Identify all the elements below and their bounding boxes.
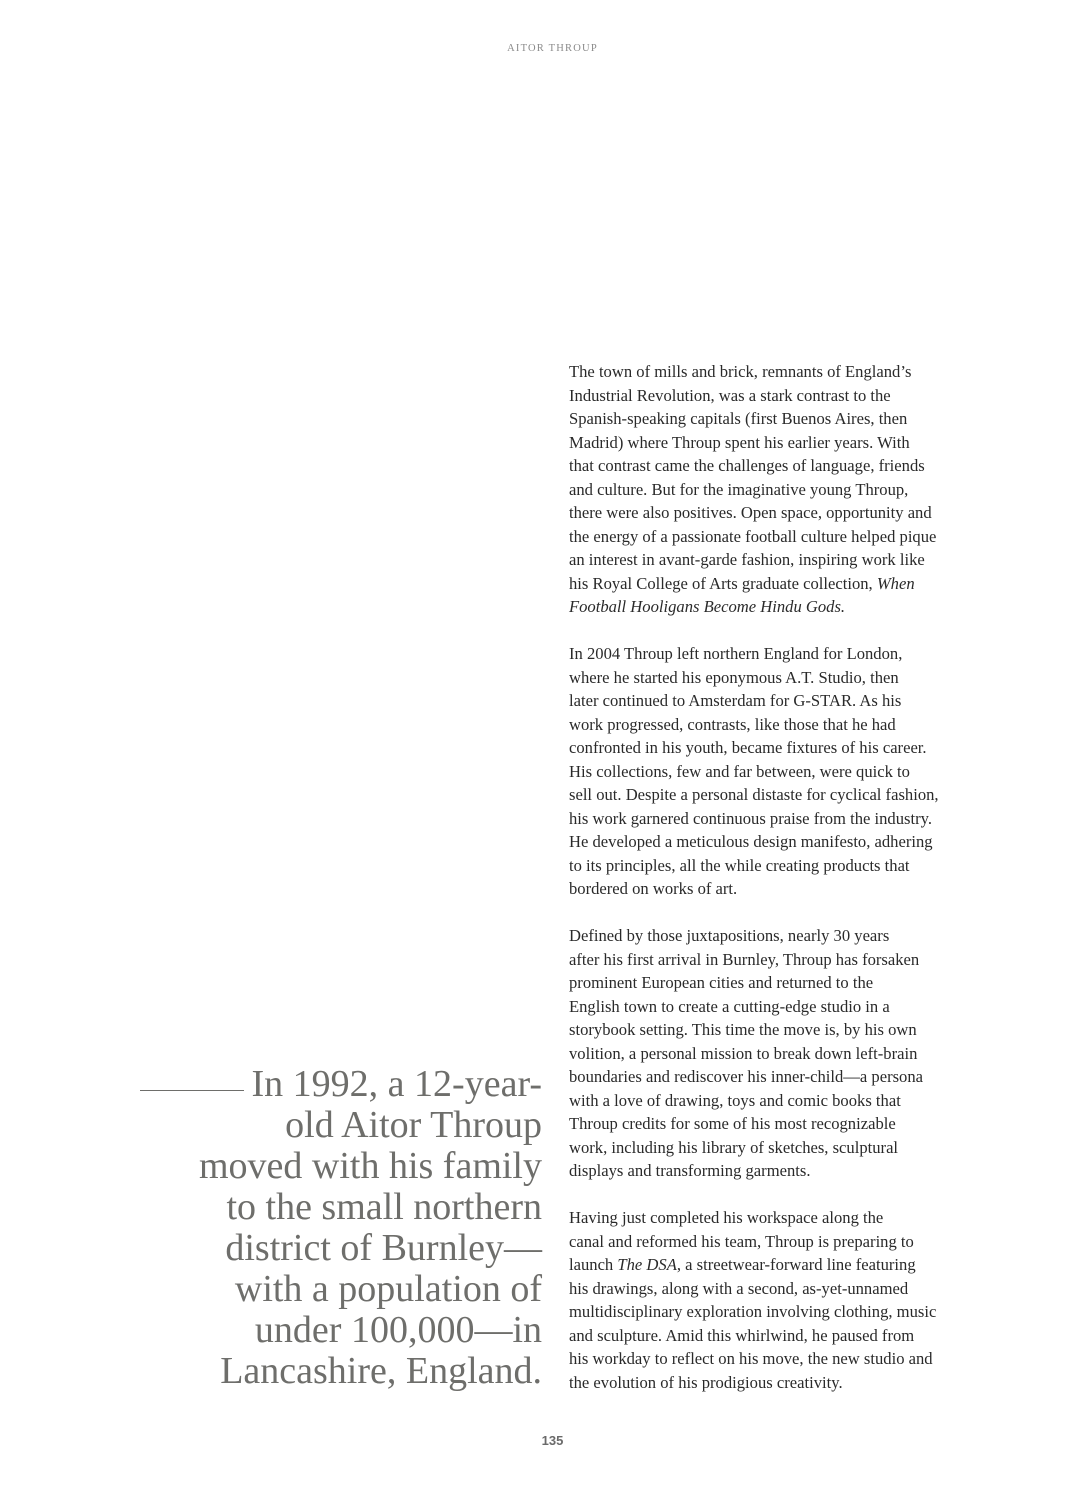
pull-quote-line: district of Burnley— xyxy=(225,1227,542,1269)
body-line: work progressed, contrasts, like those that he had xyxy=(569,714,896,734)
pull-quote-rule xyxy=(140,1090,244,1091)
page-number: 135 xyxy=(541,1433,564,1448)
pull-quote-line: with a population of xyxy=(234,1268,542,1310)
body-line: after his first arrival in Burnley, Throup has forsaken xyxy=(569,949,920,969)
pull-quote-text: In 1992, a 12-year- xyxy=(251,1063,542,1105)
body-line: work, including his library of sketches, sculptural xyxy=(569,1137,899,1157)
paragraph-1 xyxy=(569,360,999,619)
body-line: his drawings, along with a second, as-yet-unnamed xyxy=(569,1278,909,1298)
body-line xyxy=(569,595,999,619)
article-body xyxy=(569,360,999,1418)
body-line: his work garnered continuous praise from the industry. xyxy=(569,808,932,828)
body-line: multidisciplinary exploration involving clothing, music xyxy=(569,1302,937,1321)
body-line: Industrial Revolution, was a stark contrast to the xyxy=(569,385,891,405)
body-line: the energy of a passionate football culture helped pique xyxy=(569,526,937,546)
body-line: canal and reformed his team, Throup is preparing to xyxy=(569,1231,914,1251)
body-line: displays and transforming garments. xyxy=(569,1161,811,1180)
body-line: Madrid) where Throup spent his earlier years. With xyxy=(569,432,910,452)
paragraph-4 xyxy=(569,1206,999,1394)
pull-quote xyxy=(100,1064,542,1392)
body-line: where he started his eponymous A.T. Studio, then xyxy=(569,667,899,687)
body-line: Throup credits for some of his most recognizable xyxy=(569,1114,896,1133)
collection-title: When xyxy=(876,573,915,593)
pull-quote-line: old Aitor Throup xyxy=(285,1104,542,1146)
running-head: AITOR THROUP xyxy=(507,43,598,54)
body-text: , a streetwear-forward line featuring xyxy=(676,1255,916,1274)
body-line xyxy=(569,572,999,596)
body-line: His collections, few and far between, were quick to xyxy=(569,761,910,781)
body-line: his workday to reflect on his move, the new studio and xyxy=(569,1349,933,1368)
paragraph-2 xyxy=(569,642,999,901)
body-line: there were also positives. Open space, opportunity and xyxy=(569,503,932,522)
pull-quote-line: to the small northern xyxy=(226,1186,542,1228)
body-line: English town to create a cutting-edge studio in a xyxy=(569,996,890,1016)
pull-quote-line: Lancashire, England. xyxy=(220,1350,542,1392)
body-line: and sculpture. Amid this whirlwind, he paused from xyxy=(569,1325,915,1345)
body-line: prominent European cities and returned to the xyxy=(569,973,874,992)
body-text: his Royal College of Arts graduate collection, xyxy=(569,573,873,593)
body-line: The town of mills and brick, remnants of England’s xyxy=(569,362,912,381)
body-line xyxy=(569,1253,999,1277)
body-line: boundaries and rediscover his inner-child—a persona xyxy=(569,1067,924,1086)
body-line: later continued to Amsterdam for G-STAR. As his xyxy=(569,691,902,710)
body-line: an interest in avant-garde fashion, inspiring work like xyxy=(569,550,925,569)
body-line: Spanish-speaking capitals (first Buenos Aires, then xyxy=(569,409,908,428)
body-line: Having just completed his workspace along the xyxy=(569,1208,884,1227)
product-line-title: The DSA xyxy=(617,1255,677,1274)
body-line: storybook setting. This time the move is, by his own xyxy=(569,1020,917,1039)
body-line: to its principles, all the while creating products that xyxy=(569,855,910,875)
body-line: the evolution of his prodigious creativity. xyxy=(569,1372,843,1392)
body-line: volition, a personal mission to break down left-brain xyxy=(569,1043,918,1063)
body-line: with a love of drawing, toys and comic books that xyxy=(569,1090,901,1110)
body-text: launch xyxy=(569,1255,618,1274)
body-line: and culture. But for the imaginative young Throup, xyxy=(569,479,909,499)
body-line: confronted in his youth, became fixtures of his career. xyxy=(569,738,927,757)
collection-title: Football Hooligans Become Hindu Gods. xyxy=(569,597,846,616)
body-line: Defined by those juxtapositions, nearly 30 years xyxy=(569,926,890,945)
pull-quote-line: under 100,000—in xyxy=(254,1309,542,1351)
body-line: bordered on works of art. xyxy=(569,879,738,898)
body-line: sell out. Despite a personal distaste for cyclical fashion, xyxy=(569,785,939,804)
pull-quote-line xyxy=(100,1064,542,1105)
body-line: that contrast came the challenges of language, friends xyxy=(569,456,925,475)
pull-quote-line: moved with his family xyxy=(198,1145,542,1187)
paragraph-3 xyxy=(569,924,999,1183)
body-line: He developed a meticulous design manifesto, adhering xyxy=(569,832,933,851)
body-line: In 2004 Throup left northern England for London, xyxy=(569,644,903,663)
